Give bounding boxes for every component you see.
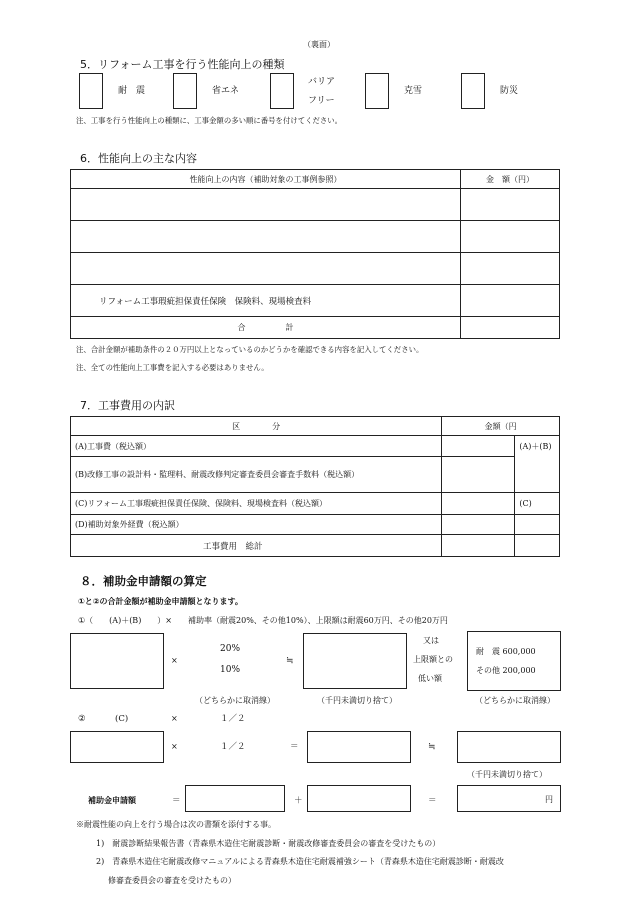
half-result-box[interactable] [307, 731, 411, 763]
amount-cell[interactable] [461, 285, 560, 317]
formula-1-label: ①（ (A)＋(B) ）× 補助率（耐震20%、その他10%）、上限額は耐震60万円、その他20万円 [78, 616, 448, 625]
section-7-title: 7．工事費用の内訳 [80, 399, 175, 412]
attachment-2b: 修審査委員会の審査を受けたもの） [108, 876, 236, 885]
row-d-extra [515, 515, 560, 535]
limit-seismic: 耐 震 600,000 [476, 647, 536, 656]
label-snow: 克雪 [404, 86, 423, 96]
equals-sign-2: ＝ [172, 796, 181, 806]
row-d-label: (D)補助対象外経費（税込額） [71, 515, 442, 535]
result-1-box[interactable] [303, 633, 407, 689]
total-amount-cell[interactable] [461, 317, 560, 339]
section-8-subtitle: ①と②の合計金額が補助金申請額となります。 [78, 597, 243, 606]
label-energy: 省エネ [212, 86, 240, 96]
section-8-title: ８．補助金申請額の算定 [80, 574, 207, 588]
grant-part-1-box[interactable] [185, 785, 285, 812]
strike-note-2: （どちらかに取消線） [475, 696, 555, 705]
col-category-header: 区 分 [71, 417, 442, 436]
grant-part-2-box[interactable] [307, 785, 411, 812]
limit-box [467, 631, 561, 691]
total-cost-extra [515, 535, 560, 557]
checkbox-disaster[interactable] [461, 73, 485, 109]
checkbox-seismic[interactable] [79, 73, 103, 109]
times-sign-2: × [171, 714, 178, 723]
row-a-label: (A)工事費（税込額） [71, 436, 442, 457]
attachment-note: ※耐震性能の向上を行う場合は次の書類を添付する事。 [76, 820, 276, 829]
section-5-note: 注、工事を行う性能向上の種類に、工事金額の多い順に番号を付けてください。 [76, 116, 343, 125]
content-cell[interactable] [71, 221, 461, 253]
yen-unit: 円 [545, 795, 553, 804]
table-row [71, 285, 560, 317]
label-disaster: 防災 [500, 86, 519, 96]
row-c-amount[interactable] [442, 493, 515, 515]
table-row [71, 436, 560, 457]
times-sign-3: × [171, 742, 178, 751]
row-b-label: (B)改修工事の設計料・監理料、耐震改修判定審査委員会審査手数料（税込額） [71, 457, 442, 493]
table-row [71, 535, 560, 557]
col-amount-header: 金額（円 [442, 417, 560, 436]
round-note-2: （千円未満切り捨て） [467, 770, 547, 779]
ab-input-box[interactable] [70, 633, 164, 689]
section-6-note-2: 注、全ての性能向上工事費を記入する必要はありません。 [76, 363, 269, 372]
table-row [71, 253, 560, 285]
attachment-1: 1) 耐震診断結果報告書（青森県木造住宅耐震診断・耐震改修審査委員会の審査を受けたもの） [96, 839, 441, 848]
or-text-2: 上限額との [413, 655, 453, 664]
total-label: 合 計 [71, 317, 461, 339]
total-cost-label: 工事費用 総計 [71, 535, 442, 557]
table-row [71, 493, 560, 515]
checkbox-energy[interactable] [173, 73, 197, 109]
attachment-2a: 2) 青森県木造住宅耐震改修マニュアルによる青森県木造住宅耐震補強シート（青森県木造住宅耐震診断・耐震改 [96, 857, 504, 866]
amount-cell[interactable] [461, 221, 560, 253]
c-cell[interactable] [515, 493, 560, 515]
rate-10: 10% [220, 665, 241, 675]
table-row [71, 457, 560, 493]
section-6-note-1: 注、合計金額が補助条件の２０万円以上となっているのかどうかを確認できる内容を記入してください。 [76, 345, 424, 354]
equals-sign-3: ＝ [428, 796, 437, 806]
insurance-row-label: リフォーム工事瑕疵担保責任保険 保険料、現場検査料 [71, 285, 461, 317]
approx-sign-2: ≒ [428, 742, 436, 752]
ab-sum-label: (A)＋(B) [519, 442, 552, 451]
row-d-amount[interactable] [442, 515, 515, 535]
cost-breakdown-table [70, 416, 560, 557]
amount-cell[interactable] [461, 253, 560, 285]
c-input-box[interactable] [70, 731, 164, 763]
limit-other: その他 200,000 [476, 666, 536, 675]
formula-2-num: ② [78, 714, 86, 724]
label-barrier: バリア [308, 77, 336, 87]
half-value: １／２ [220, 742, 246, 752]
row-c-label: (C)リフォーム工事瑕疵担保責任保険、保険料、現場検査料（税込額） [71, 493, 442, 515]
ab-sum-cell[interactable] [515, 436, 560, 493]
page-header: （裏面） [303, 40, 335, 49]
half-label: １／２ [220, 714, 246, 724]
row-a-amount[interactable] [442, 436, 515, 457]
approx-sign: ≒ [286, 656, 294, 666]
col-amount-header: 金 額（円） [461, 170, 560, 189]
section-5-title: 5．リフォーム工事を行う性能向上の種類 [80, 58, 285, 71]
c-label: (C) [519, 499, 532, 508]
or-text-1: 又は [423, 636, 439, 645]
table-row [71, 189, 560, 221]
strike-note-1: （どちらかに取消線） [195, 696, 275, 705]
col-content-header: 性能向上の内容（補助対象の工事例参照） [71, 170, 461, 189]
result-2-box[interactable] [457, 731, 561, 763]
formula-2-c: (C) [115, 714, 129, 724]
label-free: フリー [308, 96, 335, 106]
equals-sign: ＝ [290, 742, 299, 752]
label-seismic: 耐 震 [118, 86, 146, 96]
amount-cell[interactable] [461, 189, 560, 221]
improvement-table [70, 169, 560, 339]
or-text-3: 低い額 [418, 674, 442, 683]
round-note-1: （千円未満切り捨て） [317, 696, 397, 705]
checkbox-barrier-free[interactable] [270, 73, 294, 109]
times-sign: × [171, 656, 178, 665]
total-cost-amount[interactable] [442, 535, 515, 557]
plus-sign: ＋ [294, 796, 303, 806]
table-row [71, 221, 560, 253]
row-b-amount[interactable] [442, 457, 515, 493]
grant-label: 補助金申請額 [88, 796, 136, 805]
content-cell[interactable] [71, 253, 461, 285]
section-6-title: 6．性能向上の主な内容 [80, 152, 197, 165]
table-row [71, 515, 560, 535]
checkbox-snow[interactable] [365, 73, 389, 109]
content-cell[interactable] [71, 189, 461, 221]
rate-20: 20% [220, 644, 241, 654]
